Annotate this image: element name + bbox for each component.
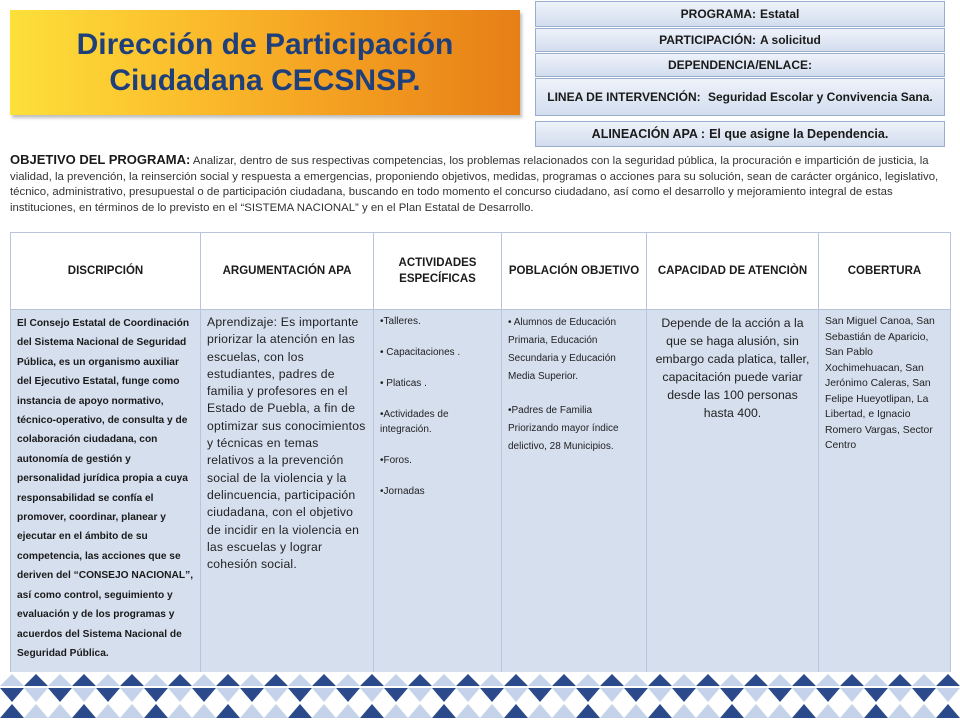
- linea-value: Seguridad Escolar y Convivencia Sana.: [707, 89, 933, 104]
- programa-label: PROGRAMA:: [680, 6, 756, 21]
- programa-box: [535, 1, 945, 27]
- actividad-item: •Actividades de integración.: [380, 409, 449, 435]
- actividad-item: •Foros.: [380, 455, 412, 466]
- page-title-line2: Ciudadana CECSNSP.: [109, 63, 421, 97]
- header-cobertura: COBERTURA: [819, 233, 951, 310]
- header-descripcion: DISCRIPCIÓN: [11, 233, 201, 310]
- cell-capacidad: Depende de la acción a la que se haga alusión, sin embargo cada platica, taller, capacitación puede variar desde las 100 personas hasta 400.: [647, 310, 819, 681]
- alineacion-label: ALINEACIÓN APA :: [591, 126, 706, 141]
- table-header-row: [11, 233, 951, 310]
- alineacion-value: El que asigne la Dependencia.: [709, 126, 889, 141]
- cell-argumentacion: Aprendizaje: Es importante priorizar la atención en las escuelas, con los estudiantes, padres de familia y profesores en el Estado de Puebla, a fin de optimizar sus conocimientos y técnicas en temas relativos a la prevención social de la violencia y la delincuencia, participación ciudadana, con el objetivo de incidir en la violencia en las escuelas y lograr cohesión social.: [201, 310, 374, 681]
- actividad-item: •Jornadas: [380, 486, 425, 497]
- actividad-item: • Capacitaciones .: [380, 347, 461, 358]
- page-title-line1: Dirección de Participación: [76, 27, 454, 61]
- cell-cobertura: San Miguel Canoa, San Sebastián de Aparicio, San Pablo Xochimehuacan, San Jerónimo Caleras, San Felipe Hueyotlipan, La Libertad, e Ignacio Romero Vargas, Sector Centro: [819, 310, 951, 681]
- participacion-value: A solicitud: [760, 32, 821, 47]
- dependencia-box: [535, 53, 945, 77]
- header-capacidad: CAPACIDAD DE ATENCIÒN: [647, 233, 819, 310]
- alineacion-box: [535, 121, 945, 147]
- poblacion-item: •Padres de Familia Priorizando mayor índice delictivo, 28 Municipios.: [508, 405, 619, 452]
- header-actividades: ACTIVIDADES ESPECÍFICAS: [374, 233, 502, 310]
- actividad-item: • Platicas .: [380, 378, 427, 389]
- header-poblacion: POBLACIÓN OBJETIVO: [502, 233, 647, 310]
- decorative-footer-band: [0, 672, 960, 720]
- program-table: [10, 232, 951, 681]
- table-row: [11, 310, 951, 681]
- title-banner: [10, 10, 520, 115]
- linea-label: LINEA DE INTERVENCIÓN:: [547, 89, 701, 104]
- objective-paragraph: [10, 152, 940, 216]
- objective-label: OBJETIVO DEL PROGRAMA:: [10, 152, 191, 167]
- participacion-label: PARTICIPACIÓN:: [659, 32, 756, 47]
- linea-box: [535, 78, 945, 116]
- objective-text: Analizar, dentro de sus respectivas competencias, los problemas relacionados con la seguridad pública, la procuración e impartición de justicia, la vialidad, la prevención, la reinserción social y respuesta a emergencias, proponiendo objetivos, medidas, programas o acciones para su solución, sean de carácter orgánico, legislativo, técnico, administrativo, presupuestal o de participación ciudadana, buscando en todo momento el concurso ciudadano, así como el desarrollo y mejoramiento integral de estas instituciones, en términos de lo previsto en el “SISTEMA NACIONAL” y en el Plan Estatal de Desarrollo.: [10, 155, 939, 214]
- cell-poblacion: [502, 310, 647, 681]
- poblacion-item: • Alumnos de Educación Primaria, Educación Secundaria y Educación Media Superior.: [508, 317, 617, 382]
- cell-descripcion: El Consejo Estatal de Coordinación del Sistema Nacional de Seguridad Pública, es un organismo auxiliar del Ejecutivo Estatal, funge como instancia de apoyo normativo, técnico-operativo, de consulta y de colaboración ciudadana, con autonomía de gestión y personalidad jurídica propia a cuya responsabilidad se confía el promover, coordinar, planear y ejecutar en el ámbito de su competencia, las acciones que se deriven del “CONSEJO NACIONAL”, así como control, seguimiento y evaluación y de los programas y acuerdos del Sistema Nacional de Seguridad Pública.: [11, 310, 201, 681]
- cell-actividades: [374, 310, 502, 681]
- programa-value: Estatal: [759, 6, 800, 21]
- dependencia-label: DEPENDENCIA/ENLACE:: [667, 57, 812, 72]
- header-argumentacion: ARGUMENTACIÓN APA: [201, 233, 374, 310]
- actividad-item: •Talleres.: [380, 316, 421, 327]
- participacion-box: [535, 28, 945, 52]
